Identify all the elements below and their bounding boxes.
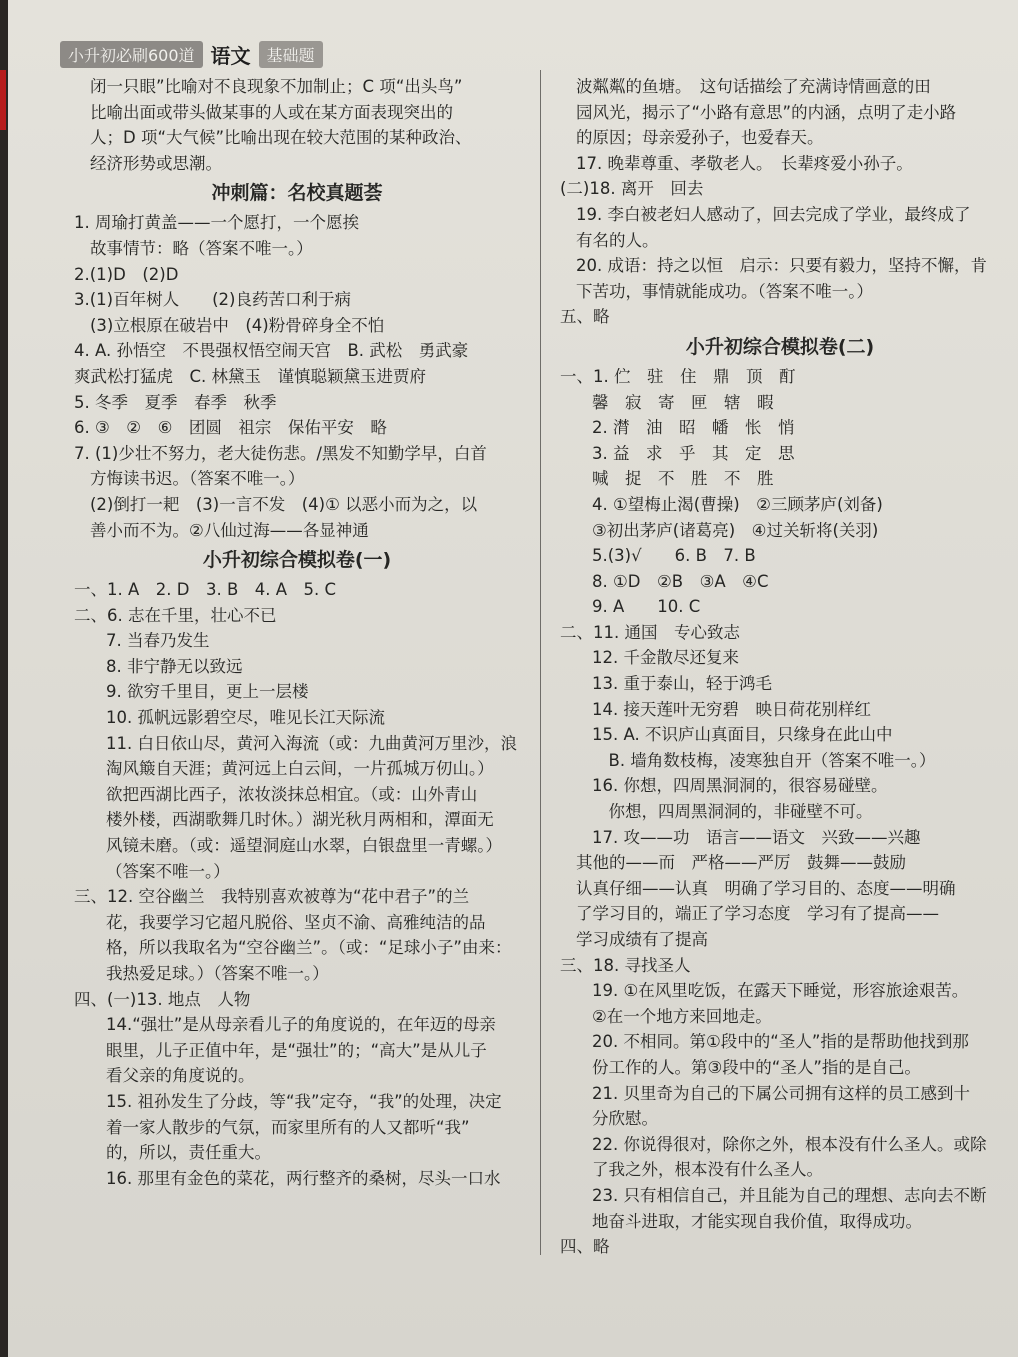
level-tag: 基础题 [259, 41, 323, 68]
answer-line: 风镜未磨。（或：遥望洞庭山水翠，白银盘里一青螺。） [106, 836, 502, 856]
answer-line: 爽武松打猛虎 C. 林黛玉 谨慎聪颖黛玉进贾府 [74, 366, 427, 386]
answer-line: 23. 只有相信自己，并且能为自己的理想、志向去不断 [592, 1185, 987, 1205]
answer-line: (3)立根原在破岩中 (4)粉骨碎身全不怕 [90, 315, 385, 335]
answer-line: B. 墙角数枝梅，凌寒独自开（答案不唯一。） [592, 750, 936, 770]
subject-title: 语文 [210, 43, 251, 68]
answer-line: 22. 你说得很对，除你之外，根本没有什么圣人。或除 [592, 1134, 987, 1154]
answer-line: 眼里，儿子正值中年，是“强壮”的；“高大”是从儿子 [106, 1040, 487, 1060]
answer-line: 2.(1)D (2)D [74, 264, 179, 284]
answer-line: 楼外楼，西湖歌舞几时休。）湖光秋月两相和，潭面无 [106, 810, 494, 830]
column-divider [540, 70, 541, 1255]
section-title: 冲刺篇：名校真题荟 [211, 182, 383, 205]
answer-line: 21. 贝里奇为自己的下属公司拥有这样的员工感到十 [592, 1083, 970, 1103]
series-title: 小升初必刷600道 [60, 41, 203, 68]
answer-line: 五、略 [560, 307, 610, 327]
answer-line: ③初出茅庐(诸葛亮) ④过关斩将(关羽) [592, 520, 879, 540]
answer-line: 经济形势或思潮。 [90, 153, 222, 173]
answer-line: 5.(3)√ 6. B 7. B [592, 546, 756, 566]
answer-line: 了我之外，根本没有什么圣人。 [592, 1160, 823, 1180]
answer-line: 三、18. 寻找圣人 [560, 955, 691, 975]
answer-line: 20. 成语：持之以恒 启示：只要有毅力，坚持不懈，肯 [576, 256, 987, 276]
answer-line: 7. (1)少壮不努力，老大徒伤悲。/黑发不知勤学早，白首 [74, 443, 487, 463]
answer-line: 12. 千金散尽还复来 [592, 648, 739, 668]
answer-line: 3. 益 求 乎 其 定 思 [592, 443, 795, 463]
answer-line: 方悔读书迟。（答案不唯一。） [90, 469, 305, 489]
page-tab-mark [0, 70, 6, 130]
answer-line: 的，所以，责任重大。 [106, 1143, 271, 1163]
answer-line: 15. A. 不识庐山真面目，只缘身在此山中 [592, 725, 893, 745]
page-header [60, 40, 323, 68]
answer-line: 学习成绩有了提高 [576, 930, 708, 949]
answer-line: 19. ①在风里吃饭，在露天下睡觉，形容旅途艰苦。 [592, 981, 969, 1001]
answer-line: 着一家人散步的气氛，而家里所有的人又都听“我” [106, 1117, 470, 1137]
answer-line: 8. 非宁静无以致远 [106, 656, 243, 676]
answer-line: 你想，四周黑洞洞的，非碰壁不可。 [592, 802, 873, 822]
answer-line: 善小而不为。②八仙过海——各显神通 [90, 520, 369, 540]
answer-line: 地奋斗进取，才能实现自我价值，取得成功。 [592, 1211, 922, 1231]
answer-line: 9. 欲穷千里目，更上一层楼 [106, 682, 309, 702]
answer-line: 了学习目的，端正了学习态度 学习有了提高—— [576, 904, 939, 924]
answer-line: 14. 接天莲叶无穷碧 映日荷花别样红 [592, 699, 871, 719]
answer-line: 17. 攻——功 语言——语文 兴致——兴趣 [592, 827, 921, 847]
answer-line: 10. 孤帆远影碧空尽，唯见长江天际流 [106, 708, 385, 728]
answer-line: 四、(一)13. 地点 人物 [74, 989, 251, 1009]
answer-line: 波粼粼的鱼塘。 这句话描绘了充满诗情画意的田 [576, 77, 931, 96]
answer-line: 16. 你想，四周黑洞洞的，很容易碰壁。 [592, 776, 888, 796]
answer-line: 格，所以我取名为“空谷幽兰”。（或：“足球小子”由来： [106, 938, 512, 958]
answer-line: 6. ③ ② ⑥ 团圆 祖宗 保佑平安 略 [74, 418, 387, 438]
section-title: 小升初综合模拟卷(一) [202, 549, 392, 572]
section-title: 小升初综合模拟卷(二) [685, 335, 875, 358]
answer-line: 19. 李白被老妇人感动了，回去完成了学业，最终成了 [576, 204, 971, 224]
answer-line: 4. ①望梅止渴(曹操) ②三顾茅庐(刘备) [592, 494, 883, 514]
answer-line: 3.(1)百年树人 (2)良药苦口利于病 [74, 290, 351, 310]
answer-line: 7. 当春乃发生 [106, 631, 210, 651]
answer-line: 15. 祖孙发生了分歧，等“我”定夺，“我”的处理，决定 [106, 1091, 502, 1111]
answer-line: 我热爱足球。）（答案不唯一。） [106, 964, 329, 983]
answer-line: 20. 不相同。第①段中的“圣人”指的是帮助他找到那 [592, 1032, 969, 1052]
answer-line: 认真仔细——认真 明确了学习目的、态度——明确 [576, 878, 956, 898]
answer-line: 份工作的人。第③段中的“圣人”指的是自己。 [592, 1057, 921, 1077]
answer-line: 比喻出面或带头做某事的人或在某方面表现突出的 [90, 102, 453, 122]
answer-line: 13. 重于泰山，轻于鸿毛 [592, 674, 772, 694]
answer-line: 二、11. 通国 专心致志 [560, 622, 740, 642]
binding-edge [0, 0, 8, 1357]
answer-line: 故事情节：略（答案不唯一。） [90, 238, 313, 258]
answer-line: 二、6. 志在千里，壮心不已 [74, 605, 277, 625]
answer-line: 花，我要学习它超凡脱俗、坚贞不渝、高雅纯洁的品 [106, 912, 486, 932]
answer-line: 欲把西湖比西子，浓妆淡抹总相宜。（或：山外青山 [106, 784, 478, 804]
answer-line: 有名的人。 [576, 230, 659, 250]
answer-line: 三、12. 空谷幽兰 我特别喜欢被尊为“花中君子”的兰 [74, 887, 470, 907]
answer-line: 8. ①D ②B ③A ④C [592, 571, 769, 591]
answer-line: 9. A 10. C [592, 597, 701, 617]
answer-line: 2. 潸 油 昭 幡 怅 悄 [592, 418, 795, 438]
right-column [560, 74, 1000, 1260]
answer-line: (2)倒打一耙 (3)一言不发 (4)① 以恶小而为之，以 [90, 494, 478, 514]
answer-line: 人；D 项“大气候”比喻出现在较大范围的某种政治、 [90, 128, 472, 148]
left-column [74, 74, 520, 1191]
answer-line: 14.“强壮”是从母亲看儿子的角度说的，在年迈的母亲 [106, 1015, 496, 1035]
answer-line: 下苦功，事情就能成功。（答案不唯一。） [576, 281, 873, 301]
answer-line: 分欣慰。 [592, 1109, 658, 1129]
answer-line: 一、1. 伫 驻 住 鼎 顶 酊 [560, 366, 796, 386]
answer-line: (二)18. 离开 回去 [560, 179, 704, 199]
answer-line: （答案不唯一。） [106, 861, 230, 881]
answer-line: 17. 晚辈尊重、孝敬老人。 长辈疼爱小孙子。 [576, 153, 913, 173]
answer-line: 园风光，揭示了“小路有意思”的内涵，点明了走小路 [576, 102, 957, 122]
answer-line: 馨 寂 寄 匣 辖 暇 [592, 392, 774, 412]
answer-line: 5. 冬季 夏季 春季 秋季 [74, 392, 277, 412]
answer-line: 闭一只眼”比喻对不良现象不加制止；C 项“出头鸟” [90, 77, 463, 96]
answer-line: ②在一个地方来回地走。 [592, 1006, 772, 1026]
answer-line: 1. 周瑜打黄盖——一个愿打，一个愿挨 [74, 213, 359, 233]
answer-line: 看父亲的角度说的。 [106, 1066, 255, 1086]
answer-line: 其他的——而 严格——严厉 鼓舞——鼓励 [576, 853, 906, 873]
answer-line: 淘风簸自天涯；黄河远上白云间，一片孤城万仞山。） [106, 759, 494, 779]
answer-line: 一、1. A 2. D 3. B 4. A 5. C [74, 580, 337, 600]
answer-line: 11. 白日依山尽，黄河入海流（或：九曲黄河万里沙，浪 [106, 733, 517, 753]
answer-line: 的原因；母亲爱孙子，也爱春天。 [576, 128, 824, 148]
answer-line: 喊 捉 不 胜 不 胜 [592, 469, 774, 489]
answer-line: 4. A. 孙悟空 不畏强权悟空闹天宫 B. 武松 勇武豪 [74, 341, 469, 361]
answer-line: 四、略 [560, 1237, 610, 1257]
answer-line: 16. 那里有金色的菜花，两行整齐的桑树，尽头一口水 [106, 1168, 501, 1188]
